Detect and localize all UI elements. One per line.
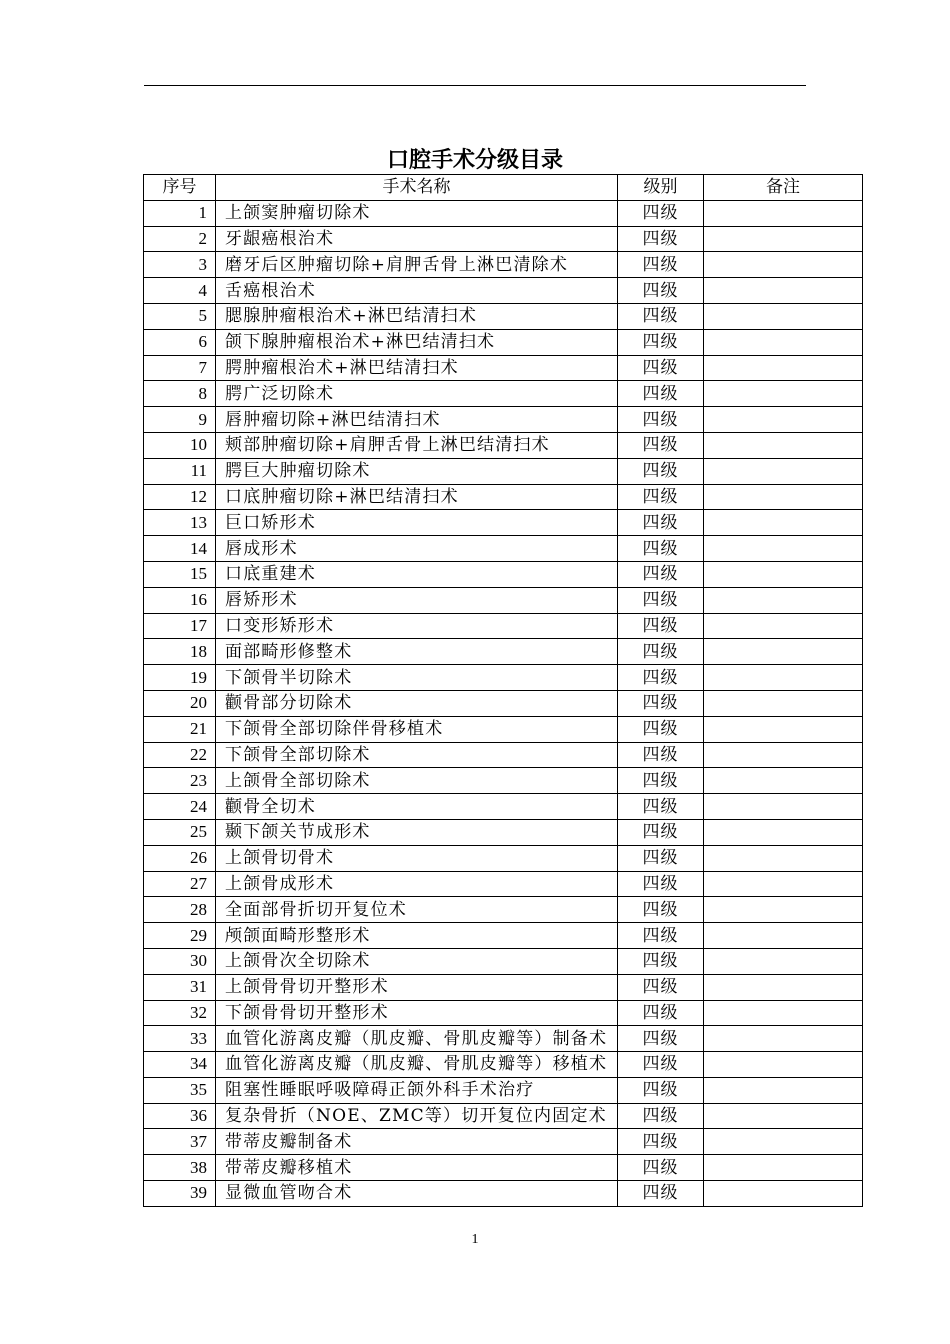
table-row (144, 226, 863, 252)
procedure-remark (704, 923, 863, 949)
procedure-remark (704, 355, 863, 381)
row-number: 39 (144, 1181, 216, 1207)
procedure-grade: 四级 (618, 923, 704, 949)
procedure-grade: 四级 (618, 458, 704, 484)
procedure-remark (704, 1155, 863, 1181)
procedure-grade: 四级 (618, 742, 704, 768)
procedure-name: 唇矫形术 (216, 587, 618, 613)
table-row (144, 639, 863, 665)
procedure-grade: 四级 (618, 1026, 704, 1052)
procedure-grade: 四级 (618, 1103, 704, 1129)
procedure-name: 唇成形术 (216, 536, 618, 562)
table-row (144, 432, 863, 458)
procedure-grade: 四级 (618, 948, 704, 974)
procedure-name: 口变形矫形术 (216, 613, 618, 639)
procedure-remark (704, 819, 863, 845)
procedure-grade: 四级 (618, 536, 704, 562)
table-row (144, 303, 863, 329)
procedure-name: 全面部骨折切开复位术 (216, 897, 618, 923)
procedure-name: 复杂骨折（NOE、ZMC等）切开复位内固定术 (216, 1103, 618, 1129)
table-row (144, 845, 863, 871)
row-number: 32 (144, 1000, 216, 1026)
procedure-grade: 四级 (618, 200, 704, 226)
table-row (144, 794, 863, 820)
row-number: 28 (144, 897, 216, 923)
table-row (144, 768, 863, 794)
procedure-remark (704, 716, 863, 742)
row-number: 4 (144, 278, 216, 304)
procedure-grade: 四级 (618, 897, 704, 923)
procedure-grade: 四级 (618, 871, 704, 897)
procedure-name: 上颌骨次全切除术 (216, 948, 618, 974)
row-number: 35 (144, 1077, 216, 1103)
table-row (144, 587, 863, 613)
row-number: 6 (144, 329, 216, 355)
header-no: 序号 (144, 175, 216, 201)
procedure-grade: 四级 (618, 1052, 704, 1078)
procedure-name: 腭肿瘤根治术+淋巴结清扫术 (216, 355, 618, 381)
row-number: 27 (144, 871, 216, 897)
procedure-remark (704, 1077, 863, 1103)
table-row (144, 923, 863, 949)
page-number: 1 (471, 1232, 479, 1247)
table-row (144, 897, 863, 923)
row-number: 16 (144, 587, 216, 613)
procedure-name: 口底重建术 (216, 561, 618, 587)
procedure-grade: 四级 (618, 226, 704, 252)
procedure-grade: 四级 (618, 716, 704, 742)
procedure-grade: 四级 (618, 510, 704, 536)
row-number: 19 (144, 665, 216, 691)
table-row (144, 1181, 863, 1207)
row-number: 21 (144, 716, 216, 742)
table-row (144, 1155, 863, 1181)
procedure-remark (704, 381, 863, 407)
procedure-grade: 四级 (618, 768, 704, 794)
procedure-remark (704, 948, 863, 974)
table-row (144, 1103, 863, 1129)
procedure-name: 颧骨部分切除术 (216, 690, 618, 716)
document-title: 口腔手术分级目录 (386, 148, 563, 173)
row-number: 17 (144, 613, 216, 639)
row-number: 36 (144, 1103, 216, 1129)
row-number: 12 (144, 484, 216, 510)
procedure-name: 下颌骨全部切除术 (216, 742, 618, 768)
table-row (144, 510, 863, 536)
procedure-remark (704, 458, 863, 484)
procedure-remark (704, 432, 863, 458)
procedure-name: 面部畸形修整术 (216, 639, 618, 665)
table-row (144, 355, 863, 381)
table-row (144, 484, 863, 510)
procedure-grade: 四级 (618, 1181, 704, 1207)
procedure-grade: 四级 (618, 407, 704, 433)
row-number: 11 (144, 458, 216, 484)
procedure-grade: 四级 (618, 845, 704, 871)
table-row (144, 278, 863, 304)
row-number: 14 (144, 536, 216, 562)
procedure-name: 上颌骨骨切开整形术 (216, 974, 618, 1000)
row-number: 22 (144, 742, 216, 768)
header-name: 手术名称 (216, 175, 618, 201)
row-number: 13 (144, 510, 216, 536)
procedure-grade: 四级 (618, 690, 704, 716)
procedure-remark (704, 407, 863, 433)
row-number: 2 (144, 226, 216, 252)
table-row (144, 200, 863, 226)
header-remark: 备注 (704, 175, 863, 201)
table-row (144, 871, 863, 897)
row-number: 5 (144, 303, 216, 329)
procedure-grade: 四级 (618, 819, 704, 845)
row-number: 38 (144, 1155, 216, 1181)
procedure-name: 上颌骨全部切除术 (216, 768, 618, 794)
row-number: 1 (144, 200, 216, 226)
procedure-name: 带蒂皮瓣移植术 (216, 1155, 618, 1181)
table-row (144, 974, 863, 1000)
row-number: 8 (144, 381, 216, 407)
procedure-remark (704, 278, 863, 304)
procedure-remark (704, 1000, 863, 1026)
procedure-remark (704, 794, 863, 820)
procedure-name: 颧骨全切术 (216, 794, 618, 820)
table-row (144, 407, 863, 433)
row-number: 26 (144, 845, 216, 871)
row-number: 9 (144, 407, 216, 433)
row-number: 3 (144, 252, 216, 278)
procedure-remark (704, 587, 863, 613)
procedure-remark (704, 200, 863, 226)
procedure-remark (704, 613, 863, 639)
procedure-remark (704, 510, 863, 536)
procedure-grade: 四级 (618, 303, 704, 329)
procedure-name: 牙龈癌根治术 (216, 226, 618, 252)
table-header-row (144, 175, 863, 201)
procedure-remark (704, 845, 863, 871)
table-row (144, 1129, 863, 1155)
table-row (144, 613, 863, 639)
procedure-name: 口底肿瘤切除+淋巴结清扫术 (216, 484, 618, 510)
procedure-name: 腮腺肿瘤根治术+淋巴结清扫术 (216, 303, 618, 329)
procedure-name: 上颌骨成形术 (216, 871, 618, 897)
procedure-remark (704, 639, 863, 665)
procedure-name: 颞下颌关节成形术 (216, 819, 618, 845)
procedure-name: 显微血管吻合术 (216, 1181, 618, 1207)
row-number: 33 (144, 1026, 216, 1052)
procedure-grade: 四级 (618, 1077, 704, 1103)
procedure-remark (704, 871, 863, 897)
procedure-remark (704, 665, 863, 691)
row-number: 7 (144, 355, 216, 381)
row-number: 31 (144, 974, 216, 1000)
procedure-grade: 四级 (618, 974, 704, 1000)
row-number: 23 (144, 768, 216, 794)
procedure-remark (704, 1026, 863, 1052)
procedure-grade: 四级 (618, 278, 704, 304)
procedure-grade: 四级 (618, 613, 704, 639)
procedure-grade: 四级 (618, 639, 704, 665)
row-number: 18 (144, 639, 216, 665)
procedure-remark (704, 1181, 863, 1207)
procedure-grade: 四级 (618, 355, 704, 381)
table-row (144, 381, 863, 407)
procedure-name: 颊部肿瘤切除+肩胛舌骨上淋巴结清扫术 (216, 432, 618, 458)
procedure-remark (704, 742, 863, 768)
procedure-grade: 四级 (618, 794, 704, 820)
procedure-remark (704, 768, 863, 794)
procedure-grade: 四级 (618, 381, 704, 407)
table-row (144, 561, 863, 587)
procedure-name: 腭巨大肿瘤切除术 (216, 458, 618, 484)
row-number: 10 (144, 432, 216, 458)
row-number: 37 (144, 1129, 216, 1155)
procedure-grade: 四级 (618, 1129, 704, 1155)
procedure-remark (704, 1129, 863, 1155)
procedure-name: 带蒂皮瓣制备术 (216, 1129, 618, 1155)
procedure-grade: 四级 (618, 484, 704, 510)
procedure-name: 下颌骨全部切除伴骨移植术 (216, 716, 618, 742)
procedure-name: 血管化游离皮瓣（肌皮瓣、骨肌皮瓣等）制备术 (216, 1026, 618, 1052)
table-row (144, 329, 863, 355)
procedure-grade: 四级 (618, 1000, 704, 1026)
procedure-grade: 四级 (618, 432, 704, 458)
row-number: 29 (144, 923, 216, 949)
procedure-name: 腭广泛切除术 (216, 381, 618, 407)
procedure-name: 上颌骨切骨术 (216, 845, 618, 871)
row-number: 20 (144, 690, 216, 716)
table-row (144, 948, 863, 974)
procedure-remark (704, 690, 863, 716)
table-row (144, 742, 863, 768)
table-body (144, 200, 863, 1206)
procedure-remark (704, 536, 863, 562)
procedure-name: 阻塞性睡眠呼吸障碍正颌外科手术治疗 (216, 1077, 618, 1103)
procedure-remark (704, 226, 863, 252)
procedure-name: 下颌骨骨切开整形术 (216, 1000, 618, 1026)
procedure-grade: 四级 (618, 587, 704, 613)
procedure-name: 下颌骨半切除术 (216, 665, 618, 691)
table-row (144, 1000, 863, 1026)
procedure-remark (704, 1103, 863, 1129)
procedure-name: 上颌窦肿瘤切除术 (216, 200, 618, 226)
procedure-remark (704, 484, 863, 510)
row-number: 25 (144, 819, 216, 845)
procedure-name: 颅颌面畸形整形术 (216, 923, 618, 949)
procedure-name: 磨牙后区肿瘤切除+肩胛舌骨上淋巴清除术 (216, 252, 618, 278)
table-row (144, 458, 863, 484)
table-row (144, 1077, 863, 1103)
procedure-grade: 四级 (618, 1155, 704, 1181)
table-row (144, 1052, 863, 1078)
table-row (144, 252, 863, 278)
procedure-name: 舌癌根治术 (216, 278, 618, 304)
procedure-remark (704, 974, 863, 1000)
procedure-remark (704, 303, 863, 329)
procedure-grade: 四级 (618, 252, 704, 278)
row-number: 15 (144, 561, 216, 587)
row-number: 34 (144, 1052, 216, 1078)
procedure-remark (704, 1052, 863, 1078)
procedure-name: 巨口矫形术 (216, 510, 618, 536)
row-number: 30 (144, 948, 216, 974)
procedure-grade: 四级 (618, 665, 704, 691)
procedure-grade: 四级 (618, 329, 704, 355)
procedure-name: 唇肿瘤切除+淋巴结清扫术 (216, 407, 618, 433)
table-row (144, 690, 863, 716)
procedure-name: 血管化游离皮瓣（肌皮瓣、骨肌皮瓣等）移植术 (216, 1052, 618, 1078)
procedure-remark (704, 897, 863, 923)
table-row (144, 665, 863, 691)
procedure-name: 颌下腺肿瘤根治术+淋巴结清扫术 (216, 329, 618, 355)
procedure-remark (704, 329, 863, 355)
procedure-grade: 四级 (618, 561, 704, 587)
table-row (144, 716, 863, 742)
header-rule (144, 85, 806, 86)
table-row (144, 819, 863, 845)
row-number: 24 (144, 794, 216, 820)
procedure-table (143, 174, 863, 1207)
header-grade: 级别 (618, 175, 704, 201)
procedure-remark (704, 252, 863, 278)
table-row (144, 1026, 863, 1052)
procedure-remark (704, 561, 863, 587)
table-row (144, 536, 863, 562)
